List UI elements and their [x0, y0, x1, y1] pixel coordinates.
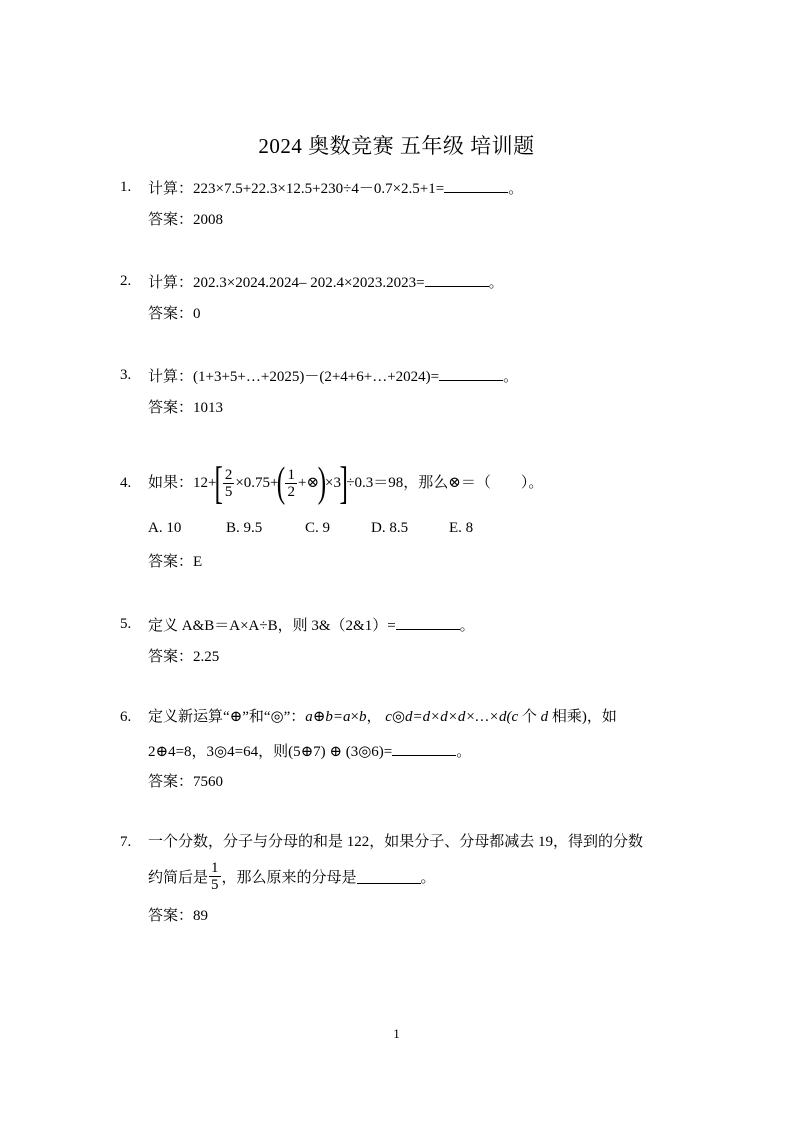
- expr-part: 12+: [193, 475, 217, 491]
- expr-part: +⊗: [297, 475, 320, 491]
- page-number: 1: [393, 1026, 400, 1041]
- var: a: [305, 709, 313, 725]
- options-row: [148, 520, 473, 537]
- fraction: [285, 467, 297, 500]
- question-text: [148, 271, 504, 293]
- text-part: 定义新运算“⊕”和“◎”：: [148, 709, 306, 725]
- denominator: 5: [211, 876, 219, 893]
- question-6-line-2: [148, 740, 471, 761]
- question-text: [148, 459, 543, 507]
- option-e: E. 8: [449, 520, 474, 536]
- numerator: 2: [224, 466, 233, 483]
- text-part: 个: [518, 709, 541, 725]
- question-body: 2⊕4=8，3◎4=64，则(5⊕7) ⊕ (3◎6)=: [148, 744, 393, 760]
- option-c: C. 9: [305, 520, 331, 536]
- option-a: A. 10: [148, 520, 182, 536]
- text-part: (: [506, 709, 512, 725]
- var: c: [511, 709, 519, 725]
- question-text-line-1: 一个分数，分子与分母的和是 122，如果分子、分母都减去 19，得到的分数: [148, 834, 644, 850]
- right-bracket: ]: [339, 457, 348, 508]
- option-d: D. 8.5: [371, 520, 409, 536]
- var: c: [385, 709, 392, 725]
- var: b: [325, 709, 333, 725]
- denominator: 5: [224, 483, 233, 500]
- question-number: 1.: [120, 179, 132, 195]
- question-number: 2.: [120, 273, 132, 289]
- option-b: B. 9.5: [226, 520, 263, 536]
- var: b: [358, 709, 367, 725]
- right-paren: ): [317, 460, 327, 506]
- question-end: 。: [420, 869, 436, 886]
- answer-7: 答案：89: [148, 908, 209, 924]
- question-end: 。: [459, 618, 475, 634]
- question-7-line-2: [148, 856, 436, 896]
- fraction: [223, 467, 235, 500]
- question-body: 计算：202.3×2024.2024– 202.4×2023.2023=: [148, 275, 425, 291]
- question-text-line-1: [148, 707, 617, 727]
- text-part: =: [412, 709, 423, 725]
- answer-blank: [439, 365, 503, 381]
- text-part: ，那么原来的分母是: [221, 869, 357, 886]
- text-part: d×d×d×…×d: [422, 709, 507, 725]
- question-number: 4.: [120, 475, 132, 491]
- question-body: 计算：(1+3+5+…+2025)－(2+4+6+…+2024)=: [148, 369, 440, 385]
- var: d: [405, 709, 413, 725]
- answer-blank: [444, 177, 508, 193]
- text-part: ，: [366, 709, 386, 725]
- answer-blank: [357, 868, 421, 884]
- answer-blank: [392, 740, 456, 756]
- question-end: 。: [456, 744, 472, 760]
- fraction: [209, 860, 221, 893]
- answer-2: 答案：0: [148, 306, 201, 322]
- answer-blank: [396, 614, 460, 630]
- text-part: ×: [350, 709, 359, 725]
- question-number: 5.: [120, 616, 132, 632]
- question-end: 。: [503, 369, 519, 385]
- question-end: 。: [488, 275, 504, 291]
- text-part: 约简后是: [148, 869, 209, 886]
- question-prefix: 如果：: [148, 475, 194, 491]
- expr-part: ÷0.3＝98: [346, 475, 404, 491]
- answer-4: 答案：E: [148, 554, 203, 570]
- text-part: ◎: [391, 709, 405, 725]
- numerator: 1: [211, 859, 219, 876]
- question-text: [148, 177, 523, 199]
- page-title: 2024 奥数竞赛 五年级 培训题: [258, 134, 535, 158]
- question-text: [148, 614, 475, 636]
- question-number: 3.: [120, 367, 132, 383]
- question-body: 计算：223×7.5+22.3×12.5+230÷4－0.7×2.5+1=: [148, 181, 445, 197]
- text-part: =: [332, 709, 343, 725]
- numerator: 1: [287, 466, 295, 483]
- question-end: 。: [508, 181, 524, 197]
- answer-3: 答案：1013: [148, 400, 224, 416]
- question-suffix: ，那么⊗＝（ ）。: [403, 475, 544, 491]
- expr-part: ×3: [325, 475, 341, 491]
- question-body: 定义 A&B＝A×A÷B，则 3&（2&1）=: [148, 618, 396, 634]
- text-part: 相乘)，如: [548, 709, 617, 725]
- question-number: 7.: [120, 834, 132, 850]
- left-paren: (: [277, 460, 286, 506]
- question-text: [148, 365, 518, 387]
- answer-1: 答案：2008: [148, 212, 224, 228]
- question-number: 6.: [120, 709, 132, 725]
- var: d: [540, 709, 549, 725]
- denominator: 2: [287, 483, 295, 500]
- answer-6: 答案：7560: [148, 774, 224, 790]
- text-part: ⊕: [312, 709, 326, 725]
- left-bracket: [: [214, 457, 224, 508]
- var: a: [343, 709, 351, 725]
- expr-part: ×0.75+: [235, 475, 279, 491]
- answer-5: 答案：2.25: [148, 649, 220, 665]
- math-expression: [193, 457, 404, 508]
- answer-blank: [425, 271, 489, 287]
